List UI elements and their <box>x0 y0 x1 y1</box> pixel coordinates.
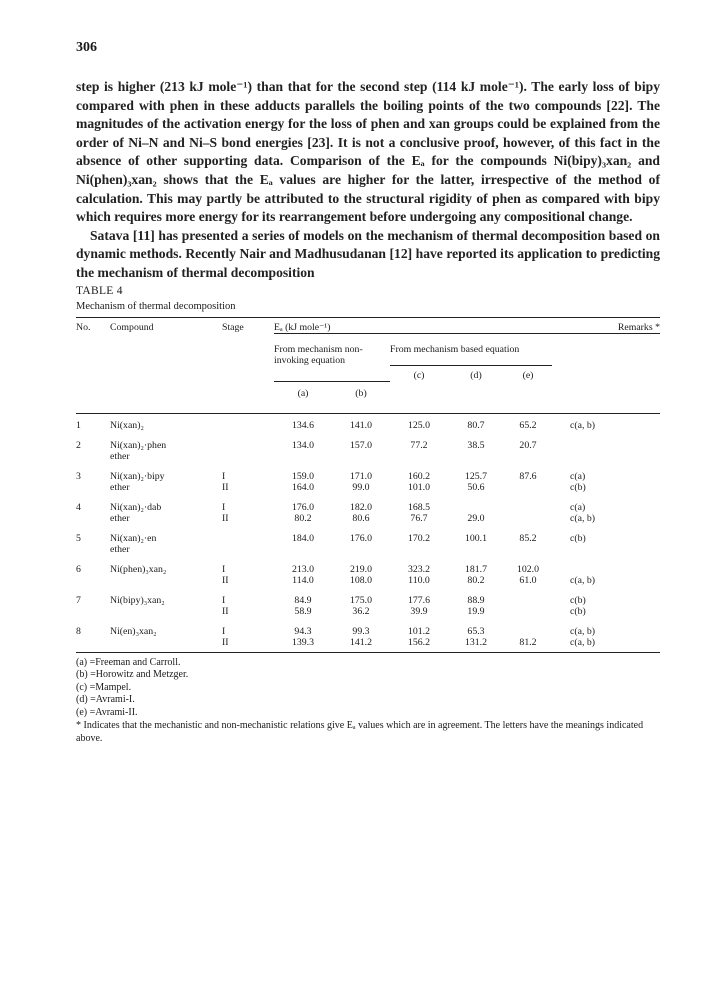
cell-e: 20.7 <box>519 439 537 451</box>
header-compound: Compound <box>110 321 154 333</box>
cell-b: 219.0 <box>349 563 373 575</box>
header-c: (c) <box>390 366 448 382</box>
cell-c: 170.2 <box>407 532 431 544</box>
cell-stage <box>222 420 274 431</box>
cell-a: 176.0 <box>291 501 315 513</box>
cell-stage: II <box>222 636 229 648</box>
table-row <box>76 586 660 606</box>
cell-b: 99.0 <box>352 481 370 493</box>
cell-e <box>504 544 552 555</box>
cell-no: 8 <box>76 625 81 637</box>
header-stage: Stage <box>222 321 244 333</box>
cell-stage: I <box>222 594 226 606</box>
footnotes <box>76 657 660 720</box>
cell-no: 7 <box>76 594 81 606</box>
cell-e <box>504 482 552 493</box>
cell-c: 76.7 <box>410 512 428 524</box>
cell-no <box>76 513 110 524</box>
cell-a: 134.6 <box>291 419 315 431</box>
cell-b: 176.0 <box>349 532 373 544</box>
cell-remarks: c(a) <box>570 501 586 513</box>
cell-c: 177.6 <box>407 594 431 606</box>
cell-stage: I <box>222 470 226 482</box>
cell-e <box>504 586 552 606</box>
cell-a: 134.0 <box>291 439 315 451</box>
data-table <box>76 318 660 652</box>
footnote-e: (e) =Avrami-II. <box>76 706 138 718</box>
cell-compound: ether <box>110 543 130 555</box>
cell-no <box>76 575 110 586</box>
cell-d: 88.9 <box>467 594 485 606</box>
table-row <box>76 524 660 544</box>
cell-compound: Ni(xan)₂·en <box>110 532 157 544</box>
paragraph-1: step is higher (213 kJ mole⁻¹) than that for the second step (114 kJ mole⁻¹). The early loss of bipy compared with phen in these adducts parallels the boiling points of the two compounds [22]. The magnitudes of the activation energy for the loss of phen and xan groups could be explained from the order of Ni–N and Ni–S bond energies [23]. It is not a conclusive proof, however, of this fact in the absence of other supporting data. Comparison of the Eₐ for the compounds Ni(bipy)₃xan₂ and Ni(phen)₃xan₂ shows that the Eₐ values are higher for the latter, irrespective of the method of calculation. This may partly be attributed to the structural rigidity of phen as compared with bipy which requires more energy for its rearrangement before undergoing any compositional change. <box>76 79 660 225</box>
table-row <box>76 575 660 586</box>
cell-a: 84.9 <box>294 594 312 606</box>
cell-e <box>504 617 552 637</box>
table-title: Mechanism of thermal decomposition <box>76 300 236 312</box>
table-label: TABLE 4 <box>76 284 123 297</box>
table-row <box>76 431 660 451</box>
cell-compound: Ni(xan)₂ <box>110 419 144 431</box>
header-d: (d) <box>448 366 504 382</box>
footnote-b: (b) =Horowitz and Metzger. <box>76 669 189 681</box>
cell-d: 181.7 <box>464 563 488 575</box>
cell-b: 99.3 <box>352 625 370 637</box>
cell-d: 100.1 <box>464 532 488 544</box>
cell-remarks: c(a, b) <box>570 636 596 648</box>
cell-b: 157.0 <box>349 439 373 451</box>
cell-compound: Ni(en)₃xan₂ <box>110 625 157 637</box>
cell-c: 110.0 <box>408 574 430 586</box>
cell-d: 50.6 <box>467 481 485 493</box>
cell-compound: ether <box>110 450 130 462</box>
cell-no <box>76 637 110 648</box>
cell-e: 81.2 <box>519 636 537 648</box>
cell-compound <box>110 606 222 617</box>
cell-c: 39.9 <box>410 605 428 617</box>
cell-remarks <box>552 451 660 462</box>
cell-b: 80.6 <box>352 512 370 524</box>
cell-e: 87.6 <box>519 470 537 482</box>
cell-compound: Ni(xan)₂·dab <box>110 501 162 513</box>
cell-remarks: c(a, b) <box>570 625 596 637</box>
cell-c: 125.0 <box>407 419 431 431</box>
cell-compound: Ni(xan)₂·phen <box>110 439 167 451</box>
cell-no <box>76 544 110 555</box>
cell-remarks <box>552 431 660 451</box>
cell-a: 159.0 <box>291 470 315 482</box>
table-row <box>76 513 660 524</box>
cell-d <box>448 544 504 555</box>
table-row <box>76 617 660 637</box>
cell-remarks: c(a, b) <box>570 574 596 586</box>
table-bottom-rule <box>76 652 660 653</box>
cell-no: 5 <box>76 532 81 544</box>
cell-b <box>332 544 390 555</box>
cell-a: 94.3 <box>294 625 312 637</box>
cell-d: 65.3 <box>467 625 485 637</box>
cell-stage: I <box>222 501 226 513</box>
cell-c <box>390 451 448 462</box>
cell-a: 164.0 <box>291 481 315 493</box>
table-row <box>76 482 660 493</box>
cell-b: 175.0 <box>349 594 373 606</box>
cell-stage <box>222 524 274 544</box>
cell-no: 4 <box>76 501 81 513</box>
cell-b: 171.0 <box>349 470 373 482</box>
cell-remarks: c(b) <box>570 605 586 617</box>
cell-stage <box>222 431 274 451</box>
footnote-a: (a) =Freeman and Carroll. <box>76 656 181 668</box>
cell-remarks: c(b) <box>570 481 586 493</box>
cell-a: 58.9 <box>294 605 312 617</box>
cell-d: 38.5 <box>467 439 485 451</box>
cell-b <box>332 451 390 462</box>
header-a: (a) <box>274 381 332 413</box>
cell-a: 80.2 <box>294 512 312 524</box>
footnote-c: (c) =Mampel. <box>76 681 132 693</box>
cell-c: 156.2 <box>407 636 431 648</box>
cell-e: 85.2 <box>519 532 537 544</box>
table-row <box>76 637 660 648</box>
header-remarks: Remarks * <box>617 321 660 333</box>
cell-stage <box>222 451 274 462</box>
cell-a: 114.0 <box>292 574 314 586</box>
cell-compound: Ni(xan)₂·bipy <box>110 470 165 482</box>
header-ea: Eₐ (kJ mole⁻¹) <box>274 321 331 333</box>
paragraph-2: Satava [11] has presented a series of models on the mechanism of thermal decomposition based on dynamic methods. Recently Nair and Madhusudanan [12] have reported its application to predicting the mechanism of thermal decomposition <box>76 227 660 280</box>
cell-no <box>76 606 110 617</box>
cell-compound: Ni(phen)₃xan₂ <box>110 563 167 575</box>
cell-c: 77.2 <box>410 439 428 451</box>
cell-no: 6 <box>76 563 81 575</box>
cell-a: 213.0 <box>291 563 315 575</box>
cell-d <box>448 451 504 462</box>
cell-stage: I <box>222 563 226 575</box>
cell-d: 29.0 <box>467 512 485 524</box>
table-row <box>76 606 660 617</box>
cell-b: 182.0 <box>349 501 373 513</box>
cell-a: 184.0 <box>291 532 315 544</box>
page <box>76 40 660 745</box>
header-e: (e) <box>504 366 552 382</box>
cell-d: 80.2 <box>467 574 485 586</box>
cell-no: 2 <box>76 439 81 451</box>
cell-a: 139.3 <box>291 636 315 648</box>
cell-c <box>390 544 448 555</box>
cell-e <box>504 513 552 524</box>
cell-b: 141.2 <box>349 636 373 648</box>
table-body <box>76 420 660 652</box>
cell-stage: II <box>222 512 229 524</box>
cell-e <box>504 451 552 462</box>
cell-b: 108.0 <box>349 574 373 586</box>
table-row <box>76 420 660 431</box>
header-non-mech: From mechanism non-invoking equation <box>274 333 390 366</box>
page-number: 306 <box>76 40 97 55</box>
header-b: (b) <box>332 381 390 413</box>
table-row <box>76 451 660 462</box>
cell-compound: ether <box>110 481 130 493</box>
header-mech: From mechanism based equation <box>390 333 552 366</box>
cell-stage: II <box>222 605 229 617</box>
table-row <box>76 544 660 555</box>
cell-a <box>274 544 332 555</box>
cell-stage: I <box>222 625 226 637</box>
cell-e: 65.2 <box>519 419 537 431</box>
cell-d: 19.9 <box>467 605 485 617</box>
cell-e <box>504 493 552 513</box>
cell-compound <box>110 575 222 586</box>
header-no: No. <box>76 321 91 333</box>
cell-remarks: c(b) <box>570 594 586 606</box>
remarks-note: * Indicates that the mechanistic and non-mechanistic relations give Eₐ values which are in agreement. The letters have the meanings indicated above. <box>76 720 644 745</box>
cell-c: 101.0 <box>407 481 431 493</box>
cell-compound: Ni(bipy)₃xan₂ <box>110 594 165 606</box>
cell-remarks: c(b) <box>570 532 586 544</box>
footnote-d: (d) =Avrami-I. <box>76 694 135 706</box>
cell-d: 80.7 <box>467 419 485 431</box>
cell-no: 3 <box>76 470 81 482</box>
cell-remarks: c(a, b) <box>570 512 596 524</box>
cell-compound <box>110 637 222 648</box>
cell-c: 101.2 <box>407 625 431 637</box>
cell-stage: II <box>222 481 229 493</box>
cell-a <box>274 451 332 462</box>
cell-stage: II <box>222 574 229 586</box>
table-row <box>76 462 660 482</box>
cell-d <box>448 493 504 513</box>
cell-b: 141.0 <box>349 419 373 431</box>
cell-remarks: c(a, b) <box>570 419 596 431</box>
cell-remarks <box>552 544 660 555</box>
cell-e: 102.0 <box>516 563 540 575</box>
cell-no: 1 <box>76 419 81 431</box>
cell-no <box>76 451 110 462</box>
cell-no <box>76 482 110 493</box>
cell-remarks: c(a) <box>570 470 586 482</box>
cell-remarks <box>552 555 660 575</box>
cell-stage <box>222 544 274 555</box>
cell-e <box>504 606 552 617</box>
cell-d: 125.7 <box>464 470 488 482</box>
cell-c: 160.2 <box>407 470 431 482</box>
cell-e: 61.0 <box>519 574 537 586</box>
table-row <box>76 493 660 513</box>
cell-d: 131.2 <box>464 636 488 648</box>
cell-c: 323.2 <box>407 563 431 575</box>
cell-c: 168.5 <box>407 501 431 513</box>
cell-b: 36.2 <box>352 605 370 617</box>
table-row <box>76 555 660 575</box>
cell-compound: ether <box>110 512 130 524</box>
